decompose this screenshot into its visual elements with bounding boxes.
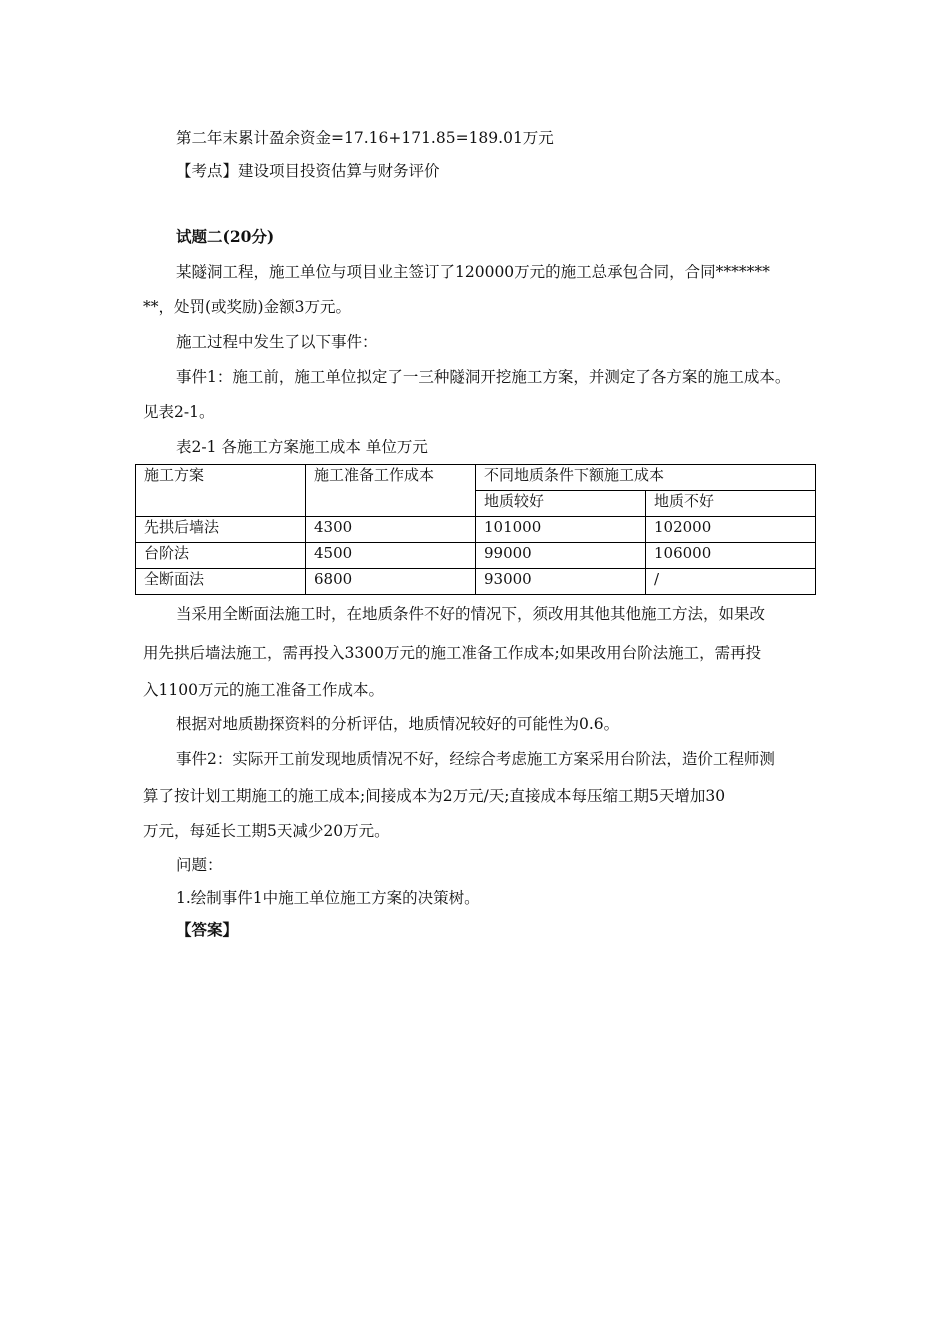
- question-heading: 试题二(20分): [176, 227, 275, 246]
- cell-plan: 全断面法: [136, 569, 306, 595]
- table-row: [136, 517, 816, 543]
- cell-bad: 102000: [646, 517, 816, 543]
- paragraph-full-face-line3: 入1100万元的施工准备工作成本。: [143, 681, 384, 699]
- cell-prep: 4500: [306, 543, 476, 569]
- table-caption: 表2-1 各施工方案施工成本 单位万元: [176, 438, 428, 456]
- header-geology-bad: 地质不好: [646, 491, 816, 517]
- cell-bad: 106000: [646, 543, 816, 569]
- paragraph-cumulative-surplus: 第二年末累计盈余资金=17.16+171.85=189.01万元: [176, 129, 554, 147]
- cell-plan: 先拱后墙法: [136, 517, 306, 543]
- header-plan: 施工方案: [136, 465, 306, 517]
- cell-good: 93000: [476, 569, 646, 595]
- cell-prep: 6800: [306, 569, 476, 595]
- paragraph-key-point: 【考点】建设项目投资估算与财务评价: [176, 162, 440, 180]
- table-row: [136, 569, 816, 595]
- cell-good: 101000: [476, 517, 646, 543]
- paragraph-events-intro: 施工过程中发生了以下事件：: [176, 333, 378, 351]
- cell-plan: 台阶法: [136, 543, 306, 569]
- paragraph-event2-line3: 万元，每延长工期5天减少20万元。: [143, 822, 390, 840]
- cost-table: [135, 464, 816, 595]
- paragraph-event2-line1: 事件2：实际开工前发现地质情况不好，经综合考虑施工方案采用台阶法，造价工程师测: [176, 750, 775, 768]
- cell-good: 99000: [476, 543, 646, 569]
- header-geology-good: 地质较好: [476, 491, 646, 517]
- header-prep-cost: 施工准备工作成本: [306, 465, 476, 517]
- paragraph-contract-line1: 某隧洞工程，施工单位与项目业主签订了120000万元的施工总承包合同，合同*******: [176, 263, 770, 281]
- paragraph-full-face-line1: 当采用全断面法施工时，在地质条件不好的情况下，须改用其他其他施工方法，如果改: [176, 605, 766, 623]
- header-geology-cost: 不同地质条件下额施工成本: [476, 465, 816, 491]
- table-row: [136, 543, 816, 569]
- paragraph-question-1: 1.绘制事件1中施工单位施工方案的决策树。: [176, 889, 480, 907]
- cell-prep: 4300: [306, 517, 476, 543]
- paragraph-probability: 根据对地质勘探资料的分析评估，地质情况较好的可能性为0.6。: [176, 715, 620, 733]
- table-header-row: [136, 465, 816, 491]
- answer-label: 【答案】: [176, 920, 239, 939]
- paragraph-full-face-line2: 用先拱后墙法施工，需再投入3300万元的施工准备工作成本;如果改用台阶法施工，需再投: [143, 644, 762, 662]
- paragraph-event1-line2: 见表2-1。: [143, 403, 215, 421]
- cell-bad: /: [646, 569, 816, 595]
- paragraph-event1-line1: 事件1：施工前，施工单位拟定了一三种隧洞开挖施工方案，并测定了各方案的施工成本。: [176, 368, 791, 386]
- paragraph-contract-line2: **，处罚(或奖励)金额3万元。: [143, 298, 351, 316]
- paragraph-questions-label: 问题：: [176, 856, 223, 874]
- paragraph-event2-line2: 算了按计划工期施工的施工成本;间接成本为2万元/天;直接成本每压缩工期5天增加30: [143, 787, 726, 805]
